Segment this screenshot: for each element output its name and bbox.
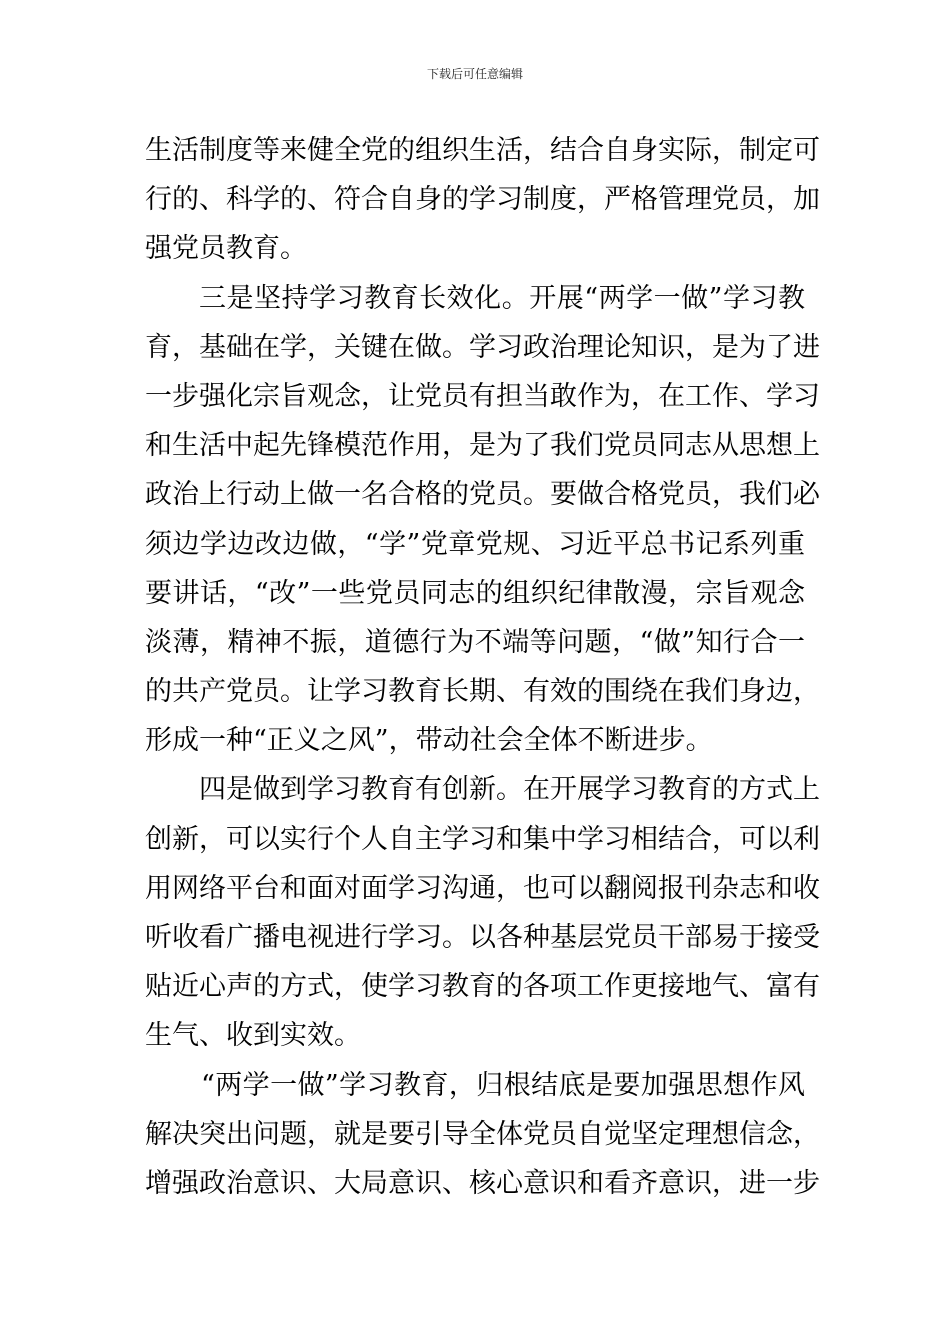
text-line: 贴近心声的方式，使学习教育的各项工作更接地气、富有 xyxy=(145,971,820,1003)
text-line: 形成一种“正义之风”，带动社会全体不断进步。 xyxy=(145,725,713,757)
text-line: 政治上行动上做一名合格的党员。要做合格党员，我们必 xyxy=(145,479,820,511)
text-line: 生活制度等来健全党的组织生活，结合自身实际，制定可 xyxy=(145,135,820,166)
text-line: 四是做到学习教育有创新。在开展学习教育的方式上 xyxy=(199,774,820,806)
text-line: “两学一做”学习教育，归根结底是要加强思想作风 xyxy=(201,1069,805,1101)
paragraph-2 xyxy=(145,274,820,766)
text-line: 的共产党员。让学习教育长期、有效的围绕在我们身边， xyxy=(145,676,820,708)
text-line: 生气、收到实效。 xyxy=(145,1020,361,1052)
paragraph-3 xyxy=(145,765,820,1060)
text-line: 育，基础在学，关键在做。学习政治理论知识，是为了进 xyxy=(145,331,820,363)
text-line: 行的、科学的、符合自身的学习制度，严格管理党员，加 xyxy=(145,184,820,216)
document-body xyxy=(145,126,820,1208)
text-line: 三是坚持学习教育长效化。开展“两学一做”学习教 xyxy=(199,282,805,314)
text-line: 须边学边改边做，“学”党章党规、习近平总书记系列重 xyxy=(145,528,805,560)
text-line: 增强政治意识、大局意识、核心意识和看齐意识，进一步 xyxy=(145,1167,820,1199)
text-line: 创新，可以实行个人自主学习和集中学习相结合，可以利 xyxy=(145,823,820,855)
text-line: 听收看广播电视进行学习。以各种基层党员干部易于接受 xyxy=(145,922,820,953)
text-line: 淡薄，精神不振，道德行为不端等问题，“做”知行合一 xyxy=(145,626,805,658)
paragraph-4 xyxy=(145,1061,820,1209)
text-line: 强党员教育。 xyxy=(145,233,307,265)
text-line: 要讲话，“改”一些党员同志的组织纪律散漫，宗旨观念 xyxy=(145,577,805,609)
paragraph-1 xyxy=(145,126,820,274)
text-line: 一步强化宗旨观念，让党员有担当敢作为，在工作、学习 xyxy=(145,380,820,412)
text-line: 和生活中起先锋模范作用，是为了我们党员同志从思想上 xyxy=(145,430,820,462)
page-header: 下载后可任意编辑 xyxy=(426,67,523,81)
text-line: 用网络平台和面对面学习沟通，也可以翻阅报刊杂志和收 xyxy=(145,872,820,904)
text-line: 解决突出问题，就是要引导全体党员自觉坚定理想信念， xyxy=(145,1118,820,1150)
